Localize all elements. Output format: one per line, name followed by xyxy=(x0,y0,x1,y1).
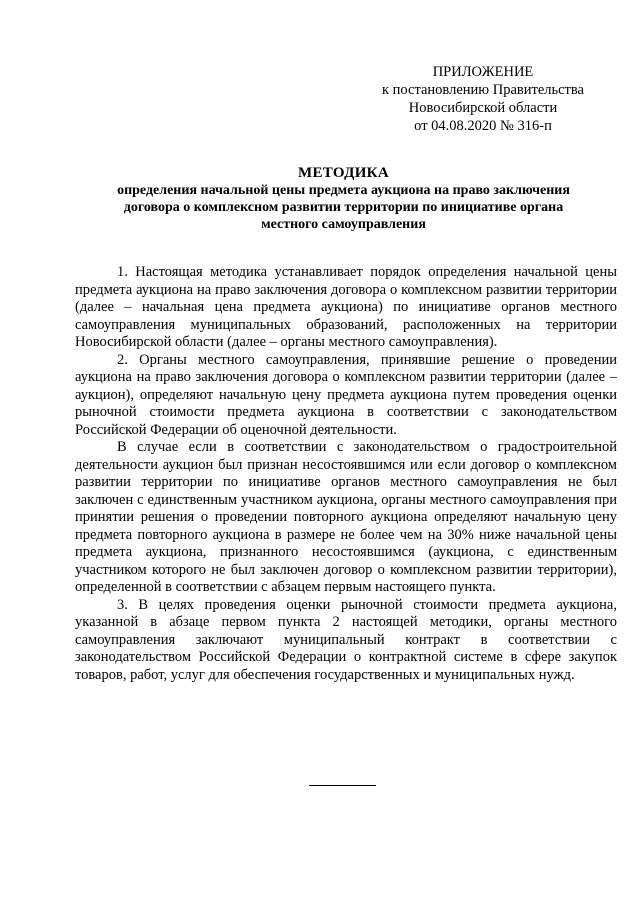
document-subtitle-line-3: местного самоуправления xyxy=(261,217,426,232)
document-subtitle-line-1: определения начальной цены предмета аукциона на право заключения xyxy=(117,183,570,198)
document-subtitle-line-2: договора о комплексном развитии территории по инициативе органа xyxy=(123,200,564,215)
paragraph-3: В случае если в соответствии с законодательством о градостроительной деятельности аукцион был признан несостоявшимся или если договор о комплексном развитии территории по инициативе органов местного самоуправления не был заключен с единственным участником аукциона, органы местного самоуправления при принятии решения о проведении повторного аукциона определяют начальную цену предмета повторного аукциона в размере не более чем на 30% ниже начальной цены предмета аукциона, признанного несостоявшимся (аукциона, с единственным участником которого не был заключен договор о комплексном развитии территории), определенной в соответствии с абзацем первым настоящего пункта. xyxy=(75,439,617,595)
appendix-resolution-line: к постановлению Правительства xyxy=(382,82,584,98)
end-divider-line xyxy=(309,785,376,786)
appendix-region-line: Новосибирской области xyxy=(408,100,558,116)
appendix-date-number: от 04.08.2020 № 316-п xyxy=(414,118,552,134)
paragraph-2: 2. Органы местного самоуправления, принявшие решение о проведении аукциона на право заключения договора о комплексном развитии территории (далее – аукцион), определяют начальную цену предмета аукциона путем проведения оценки рыночной стоимости предмета аукциона в соответствии с законодательством Российской Федерации об оценочной деятельности. xyxy=(75,351,617,438)
document-title-block xyxy=(70,164,617,233)
appendix-heading: ПРИЛОЖЕНИЕ xyxy=(432,64,534,80)
paragraph-4: 3. В целях проведения оценки рыночной стоимости предмета аукциона, указанной в абзаце первом пункта 2 настоящей методики, органы местного самоуправления заключают муниципальный контракт в соответствии с законодательством Российской Федерации о контрактной системе в сфере закупок товаров, работ, услуг для обеспечения государственных и муниципальных нужд. xyxy=(75,596,617,683)
paragraph-1: 1. Настоящая методика устанавливает порядок определения начальной цены предмета аукциона на право заключения договора о комплексном развитии территории (далее – начальная цена предмета аукциона) по инициативе органов местного самоуправления муниципальных образований, расположенных на территории Новосибирской области (далее – органы местного самоуправления). xyxy=(75,264,617,350)
appendix-block xyxy=(378,63,588,135)
document-title: МЕТОДИКА xyxy=(298,165,389,181)
document-body xyxy=(75,264,617,684)
